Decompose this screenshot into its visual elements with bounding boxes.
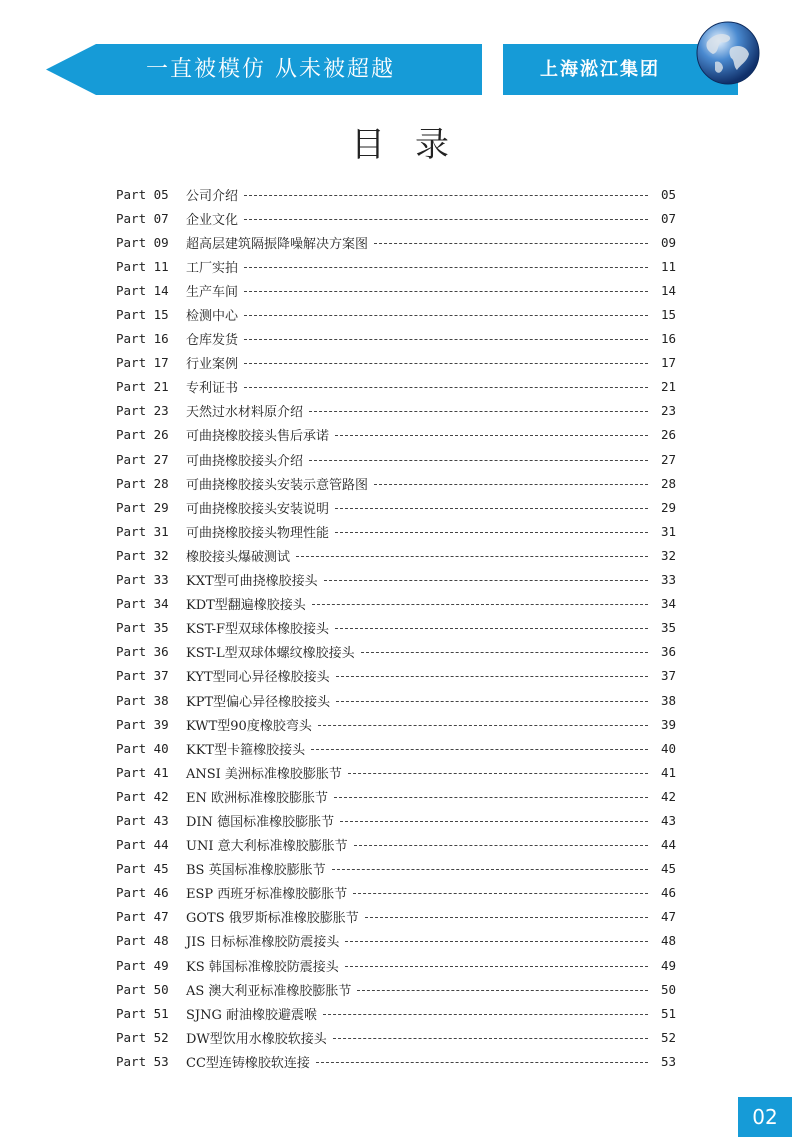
toc-page-number: 36 (660, 644, 676, 660)
toc-dash-leader (316, 1062, 648, 1063)
toc-part-label: Part 53 (116, 1053, 169, 1069)
toc-page-number: 29 (660, 499, 676, 515)
toc-entry-title: UNI 意大利标准橡胶膨胀节 (186, 839, 348, 855)
toc-page-number: 31 (660, 523, 676, 539)
toc-row[interactable] (116, 351, 676, 375)
toc-row[interactable] (116, 905, 676, 929)
toc-dash-leader (309, 460, 648, 461)
toc-dash-leader (357, 990, 648, 991)
toc-dash-leader (312, 604, 648, 605)
toc-entry-title: DW型饮用水橡胶软接头 (186, 1031, 327, 1047)
toc-page-number: 40 (660, 740, 676, 756)
toc-entry-title: 可曲挠橡胶接头安装示意管路图 (186, 477, 369, 493)
toc-dash-leader (244, 387, 648, 388)
toc-entry-title: JIS 日标标准橡胶防震接头 (186, 935, 340, 951)
toc-entry-title: BS 英国标准橡胶膨胀节 (186, 863, 326, 879)
toc-dash-leader (296, 556, 648, 557)
toc-page-number: 05 (660, 186, 676, 202)
toc-dash-leader (345, 941, 648, 942)
toc-entry-title: 生产车间 (186, 284, 239, 300)
toc-entry-title: 可曲挠橡胶接头安装说明 (186, 501, 330, 517)
toc-row[interactable] (116, 1049, 676, 1073)
toc-entry-title: KXT型可曲挠橡胶接头 (186, 574, 318, 590)
toc-dash-leader (374, 484, 648, 485)
toc-entry-title: KDT型翻遍橡胶接头 (186, 598, 306, 614)
toc-row[interactable] (116, 664, 676, 688)
toc-dash-leader (244, 195, 648, 196)
toc-dash-leader (374, 243, 648, 244)
toc-dash-leader (354, 845, 648, 846)
toc-page-number: 47 (660, 909, 676, 925)
toc-row[interactable] (116, 688, 676, 712)
toc-part-label: Part 45 (116, 861, 169, 877)
toc-page-number: 34 (660, 596, 676, 612)
toc-part-label: Part 34 (116, 596, 169, 612)
toc-part-label: Part 15 (116, 307, 169, 323)
toc-row[interactable] (116, 640, 676, 664)
toc-dash-leader (309, 411, 648, 412)
toc-part-label: Part 21 (116, 379, 169, 395)
toc-row[interactable] (116, 808, 676, 832)
toc-row[interactable] (116, 1025, 676, 1049)
toc-part-label: Part 52 (116, 1029, 169, 1045)
toc-dash-leader (333, 1038, 648, 1039)
toc-row[interactable] (116, 471, 676, 495)
toc-part-label: Part 50 (116, 981, 169, 997)
toc-page-number: 27 (660, 451, 676, 467)
toc-entry-title: KS 韩国标准橡胶防震接头 (186, 959, 339, 975)
toc-page-number: 16 (660, 331, 676, 347)
toc-entry-title: KST-F型双球体橡胶接头 (186, 622, 330, 638)
toc-entry-title: AS 澳大利亚标准橡胶膨胀节 (186, 983, 352, 999)
toc-entry-title: 公司介绍 (186, 188, 239, 204)
toc-part-label: Part 05 (116, 186, 169, 202)
toc-page-number: 35 (660, 620, 676, 636)
toc-dash-leader (244, 315, 648, 316)
toc-page-number: 09 (660, 234, 676, 250)
toc-page-number: 33 (660, 572, 676, 588)
toc-dash-leader (335, 532, 648, 533)
toc-page-number: 15 (660, 307, 676, 323)
toc-dash-leader (336, 701, 648, 702)
toc-entry-title: CC型连铸橡胶软连接 (186, 1055, 310, 1071)
toc-part-label: Part 32 (116, 547, 169, 563)
toc-page-number: 51 (660, 1005, 676, 1021)
toc-page-number: 52 (660, 1029, 676, 1045)
toc-page-number: 39 (660, 716, 676, 732)
page-number: 02 (738, 1097, 792, 1137)
toc-dash-leader (332, 869, 648, 870)
toc-page-number: 32 (660, 547, 676, 563)
toc-dash-leader (340, 821, 648, 822)
toc-row[interactable] (116, 206, 676, 230)
toc-entry-title: 行业案例 (186, 357, 239, 373)
toc-entry-title: ESP 西班牙标准橡胶膨胀节 (186, 887, 348, 903)
globe-icon (695, 20, 761, 86)
toc-page-number: 45 (660, 861, 676, 877)
toc-page-number: 43 (660, 812, 676, 828)
toc-row[interactable] (116, 881, 676, 905)
toc-entry-title: 仓库发货 (186, 333, 239, 349)
toc-dash-leader (318, 725, 648, 726)
toc-page-number: 50 (660, 981, 676, 997)
toc-part-label: Part 49 (116, 957, 169, 973)
toc-part-label: Part 35 (116, 620, 169, 636)
toc-part-label: Part 07 (116, 210, 169, 226)
toc-row[interactable] (116, 375, 676, 399)
toc-dash-leader (361, 652, 648, 653)
toc-page-number: 38 (660, 692, 676, 708)
toc-dash-leader (348, 773, 648, 774)
toc-dash-leader (324, 580, 648, 581)
toc-dash-leader (334, 797, 648, 798)
toc-entry-title: 专利证书 (186, 381, 239, 397)
toc-entry-title: 工厂实拍 (186, 260, 239, 276)
toc-part-label: Part 40 (116, 740, 169, 756)
toc-row[interactable] (116, 519, 676, 543)
toc-entry-title: 检测中心 (186, 309, 239, 325)
toc-page-number: 41 (660, 764, 676, 780)
toc-page-number: 17 (660, 355, 676, 371)
toc-row[interactable] (116, 616, 676, 640)
toc-page-number: 07 (660, 210, 676, 226)
toc-part-label: Part 26 (116, 427, 169, 443)
toc-part-label: Part 41 (116, 764, 169, 780)
toc-part-label: Part 27 (116, 451, 169, 467)
toc-part-label: Part 31 (116, 523, 169, 539)
toc-dash-leader (335, 628, 648, 629)
toc-row[interactable] (116, 327, 676, 351)
toc-dash-leader (323, 1014, 648, 1015)
toc-row[interactable] (116, 423, 676, 447)
table-of-contents (116, 182, 676, 1073)
toc-row[interactable] (116, 568, 676, 592)
toc-dash-leader (311, 749, 648, 750)
toc-part-label: Part 23 (116, 403, 169, 419)
toc-part-label: Part 37 (116, 668, 169, 684)
toc-part-label: Part 29 (116, 499, 169, 515)
toc-row[interactable] (116, 182, 676, 206)
toc-entry-title: DIN 德国标准橡胶膨胀节 (186, 814, 335, 830)
company-name: 上海淞江集团 (540, 59, 660, 80)
toc-dash-leader (244, 219, 648, 220)
toc-row[interactable] (116, 278, 676, 302)
toc-row[interactable] (116, 543, 676, 567)
toc-entry-title: GOTS 俄罗斯标准橡胶膨胀节 (186, 911, 359, 927)
toc-part-label: Part 11 (116, 258, 169, 274)
toc-row[interactable] (116, 833, 676, 857)
toc-entry-title: 可曲挠橡胶接头物理性能 (186, 525, 330, 541)
toc-dash-leader (365, 917, 648, 918)
toc-page-number: 11 (660, 258, 676, 274)
toc-dash-leader (244, 267, 648, 268)
toc-part-label: Part 47 (116, 909, 169, 925)
toc-entry-title: ANSI 美洲标准橡胶膨胀节 (186, 766, 342, 782)
toc-row[interactable] (116, 495, 676, 519)
toc-entry-title: KST-L型双球体螺纹橡胶接头 (186, 646, 355, 662)
toc-row[interactable] (116, 1001, 676, 1025)
toc-part-label: Part 46 (116, 885, 169, 901)
toc-dash-leader (244, 363, 648, 364)
toc-row[interactable] (116, 760, 676, 784)
toc-entry-title: 天然过水材料原介绍 (186, 405, 304, 421)
toc-part-label: Part 33 (116, 572, 169, 588)
toc-entry-title: 橡胶接头爆破测试 (186, 549, 291, 565)
toc-row[interactable] (116, 592, 676, 616)
toc-page-number: 23 (660, 403, 676, 419)
page-title: 目录 (351, 125, 479, 165)
toc-part-label: Part 17 (116, 355, 169, 371)
toc-part-label: Part 38 (116, 692, 169, 708)
toc-part-label: Part 09 (116, 234, 169, 250)
toc-row[interactable] (116, 447, 676, 471)
toc-dash-leader (244, 339, 648, 340)
toc-row[interactable] (116, 784, 676, 808)
toc-entry-title: KYT型同心异径橡胶接头 (186, 670, 330, 686)
toc-row[interactable] (116, 736, 676, 760)
toc-part-label: Part 43 (116, 812, 169, 828)
toc-page-number: 42 (660, 788, 676, 804)
toc-page-number: 37 (660, 668, 676, 684)
toc-part-label: Part 14 (116, 282, 169, 298)
toc-entry-title: KPT型偏心异径橡胶接头 (186, 694, 331, 710)
toc-row[interactable] (116, 712, 676, 736)
toc-part-label: Part 42 (116, 788, 169, 804)
toc-entry-title: SJNG 耐油橡胶避震喉 (186, 1007, 318, 1023)
toc-part-label: Part 44 (116, 837, 169, 853)
toc-dash-leader (353, 893, 648, 894)
toc-page-number: 14 (660, 282, 676, 298)
toc-part-label: Part 51 (116, 1005, 169, 1021)
toc-part-label: Part 48 (116, 933, 169, 949)
toc-row[interactable] (116, 302, 676, 326)
toc-row[interactable] (116, 977, 676, 1001)
toc-row[interactable] (116, 953, 676, 977)
toc-part-label: Part 16 (116, 331, 169, 347)
slogan-text: 一直被模仿 从未被超越 (146, 57, 395, 82)
toc-page-number: 44 (660, 837, 676, 853)
toc-page-number: 26 (660, 427, 676, 443)
toc-page-number: 46 (660, 885, 676, 901)
toc-row[interactable] (116, 857, 676, 881)
toc-page-number: 21 (660, 379, 676, 395)
toc-page-number: 48 (660, 933, 676, 949)
toc-part-label: Part 36 (116, 644, 169, 660)
toc-row[interactable] (116, 230, 676, 254)
toc-page-number: 53 (660, 1053, 676, 1069)
toc-dash-leader (335, 508, 648, 509)
toc-page-number: 49 (660, 957, 676, 973)
toc-dash-leader (345, 966, 648, 967)
toc-entry-title: KWT型90度橡胶弯头 (186, 718, 312, 734)
toc-entry-title: KKT型卡箍橡胶接头 (186, 742, 306, 758)
toc-entry-title: EN 欧洲标准橡胶膨胀节 (186, 790, 328, 806)
toc-dash-leader (336, 676, 648, 677)
toc-entry-title: 可曲挠橡胶接头介绍 (186, 453, 304, 469)
toc-part-label: Part 39 (116, 716, 169, 732)
toc-entry-title: 可曲挠橡胶接头售后承诺 (186, 429, 330, 445)
toc-page-number: 28 (660, 475, 676, 491)
toc-entry-title: 超高层建筑隔振降噪解决方案图 (186, 236, 369, 252)
toc-part-label: Part 28 (116, 475, 169, 491)
toc-row[interactable] (116, 254, 676, 278)
toc-row[interactable] (116, 929, 676, 953)
toc-dash-leader (335, 435, 648, 436)
toc-dash-leader (244, 291, 648, 292)
toc-row[interactable] (116, 399, 676, 423)
toc-entry-title: 企业文化 (186, 212, 239, 228)
